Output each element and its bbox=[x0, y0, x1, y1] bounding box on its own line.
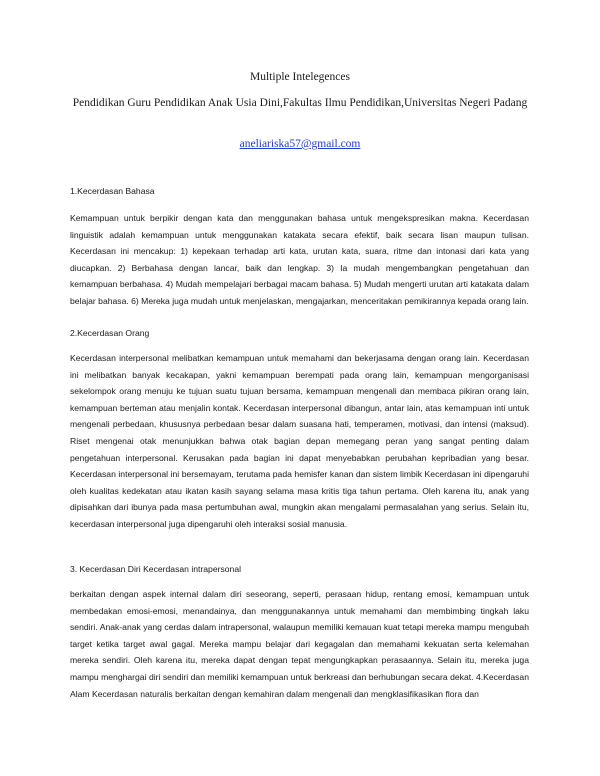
author-email-link[interactable]: aneliariska57@gmail.com bbox=[239, 138, 361, 150]
section-heading-orang: 2.Kecerdasan Orang bbox=[70, 328, 150, 338]
document-title: Multiple Intelegences bbox=[250, 71, 350, 83]
section-body-diri: berkaitan dengan aspek internal dalam diri seseorang, seperti, perasaan hidup, rentang emosi, kemampuan untuk membedakan emosi-emosi, menandainya, dan menggunakannya untuk memahami dan membimbing tingkah laku sendiri. Anak-anak yang cerdas dalam intrapersonal, walaupun memiliki kemauan kuat tetapi mereka mampu mengubah target ketika target awal gagal. Mereka mampu belajar dari kegagalan dan memahami kekuatan serta kelemahan mereka sendiri. Oleh karena itu, mereka dapat dengan tepat mengungkapkan perasaannya. Selain itu, mereka juga mampu menghargai diri sendiri dan memiliki kemampuan untuk berkreasi dan berhubungan secara dekat. 4.Kecerdasan Alam Kecerdasan naturalis berkaitan dengan kemahiran dalam mengenali dan mengklasifikasikan flora dan bbox=[70, 589, 529, 699]
section-heading-diri: 3. Kecerdasan Diri Kecerdasan intrapersonal bbox=[70, 564, 242, 574]
section-body-bahasa: Kemampuan untuk berpikir dengan kata dan menggunakan bahasa untuk mengekspresikan makna. Kecerdasan linguistik adalah kemampuan untuk menggunakan katakata secara efektif, baik secara lisan maupun tulisan. Kecerdasan ini mencakup: 1) kepekaan terhadap arti kata, urutan kata, suara, ritme dan intonasi dari kata yang diucapkan. 2) Berbahasa dengan lancar, baik dan lengkap. 3) Ia mudah mengembangkan pengetahuan dan kemampuan berbahasa. 4) Mudah mempelajari berbagai macam bahasa. 5) Mudah mengerti urutan arti katakata dalam belajar bahasa. 6) Mereka juga mudah untuk menjelaskan, mengajarkan, menceritakan pemikirannya kepada orang lain. bbox=[70, 213, 529, 306]
section-heading-bahasa: 1.Kecerdasan Bahasa bbox=[70, 186, 155, 196]
author-affiliation: Pendidikan Guru Pendidikan Anak Usia Dini,Fakultas Ilmu Pendidikan,Universitas Negeri Padang bbox=[72, 97, 528, 109]
section-body-orang: Kecerdasan interpersonal melibatkan kemampuan untuk memahami dan bekerjasama dengan orang lain. Kecerdasan ini melibatkan banyak kecakapan, yakni kemampuan berempati pada orang lain, kemampuan mengorganisasi sekelompok orang menuju ke tujuan suatu tujuan bersama, kemampuan mengenali dan membaca pikiran orang lain, kemampuan berteman atau menjalin kontak. Kecerdasan interpersonal dibangun, antar lain, atas kemampuan inti untuk mengenali perbedaan, khususnya perbedaan besar dalam suasana hati, temperamen, motivasi, dan intensi (maksud). Riset mengenai otak menunjukkan bahwa otak bagian depan memegang peran yang sangat penting dalam pengetahuan interpersonal. Kerusakan pada bagian ini dapat menyebabkan perubahan kepribadian yang besar. Kecerdasan interpersonal ini bersemayam, terutama pada hemisfer kanan dan sistem limbik Kecerdasan ini dipengaruhi oleh kualitas kedekatan atau ikatan kasih sayang selama masa kritis tiga tahun pertama. Oleh karena itu, anak yang dipisahkan dari ibunya pada masa pertumbuhan awal, mungkin akan mengalami permasalahan yang serius. Selain itu, kecerdasan interpersonal juga dipengaruhi oleh interaksi sosial manusia. bbox=[70, 353, 529, 529]
